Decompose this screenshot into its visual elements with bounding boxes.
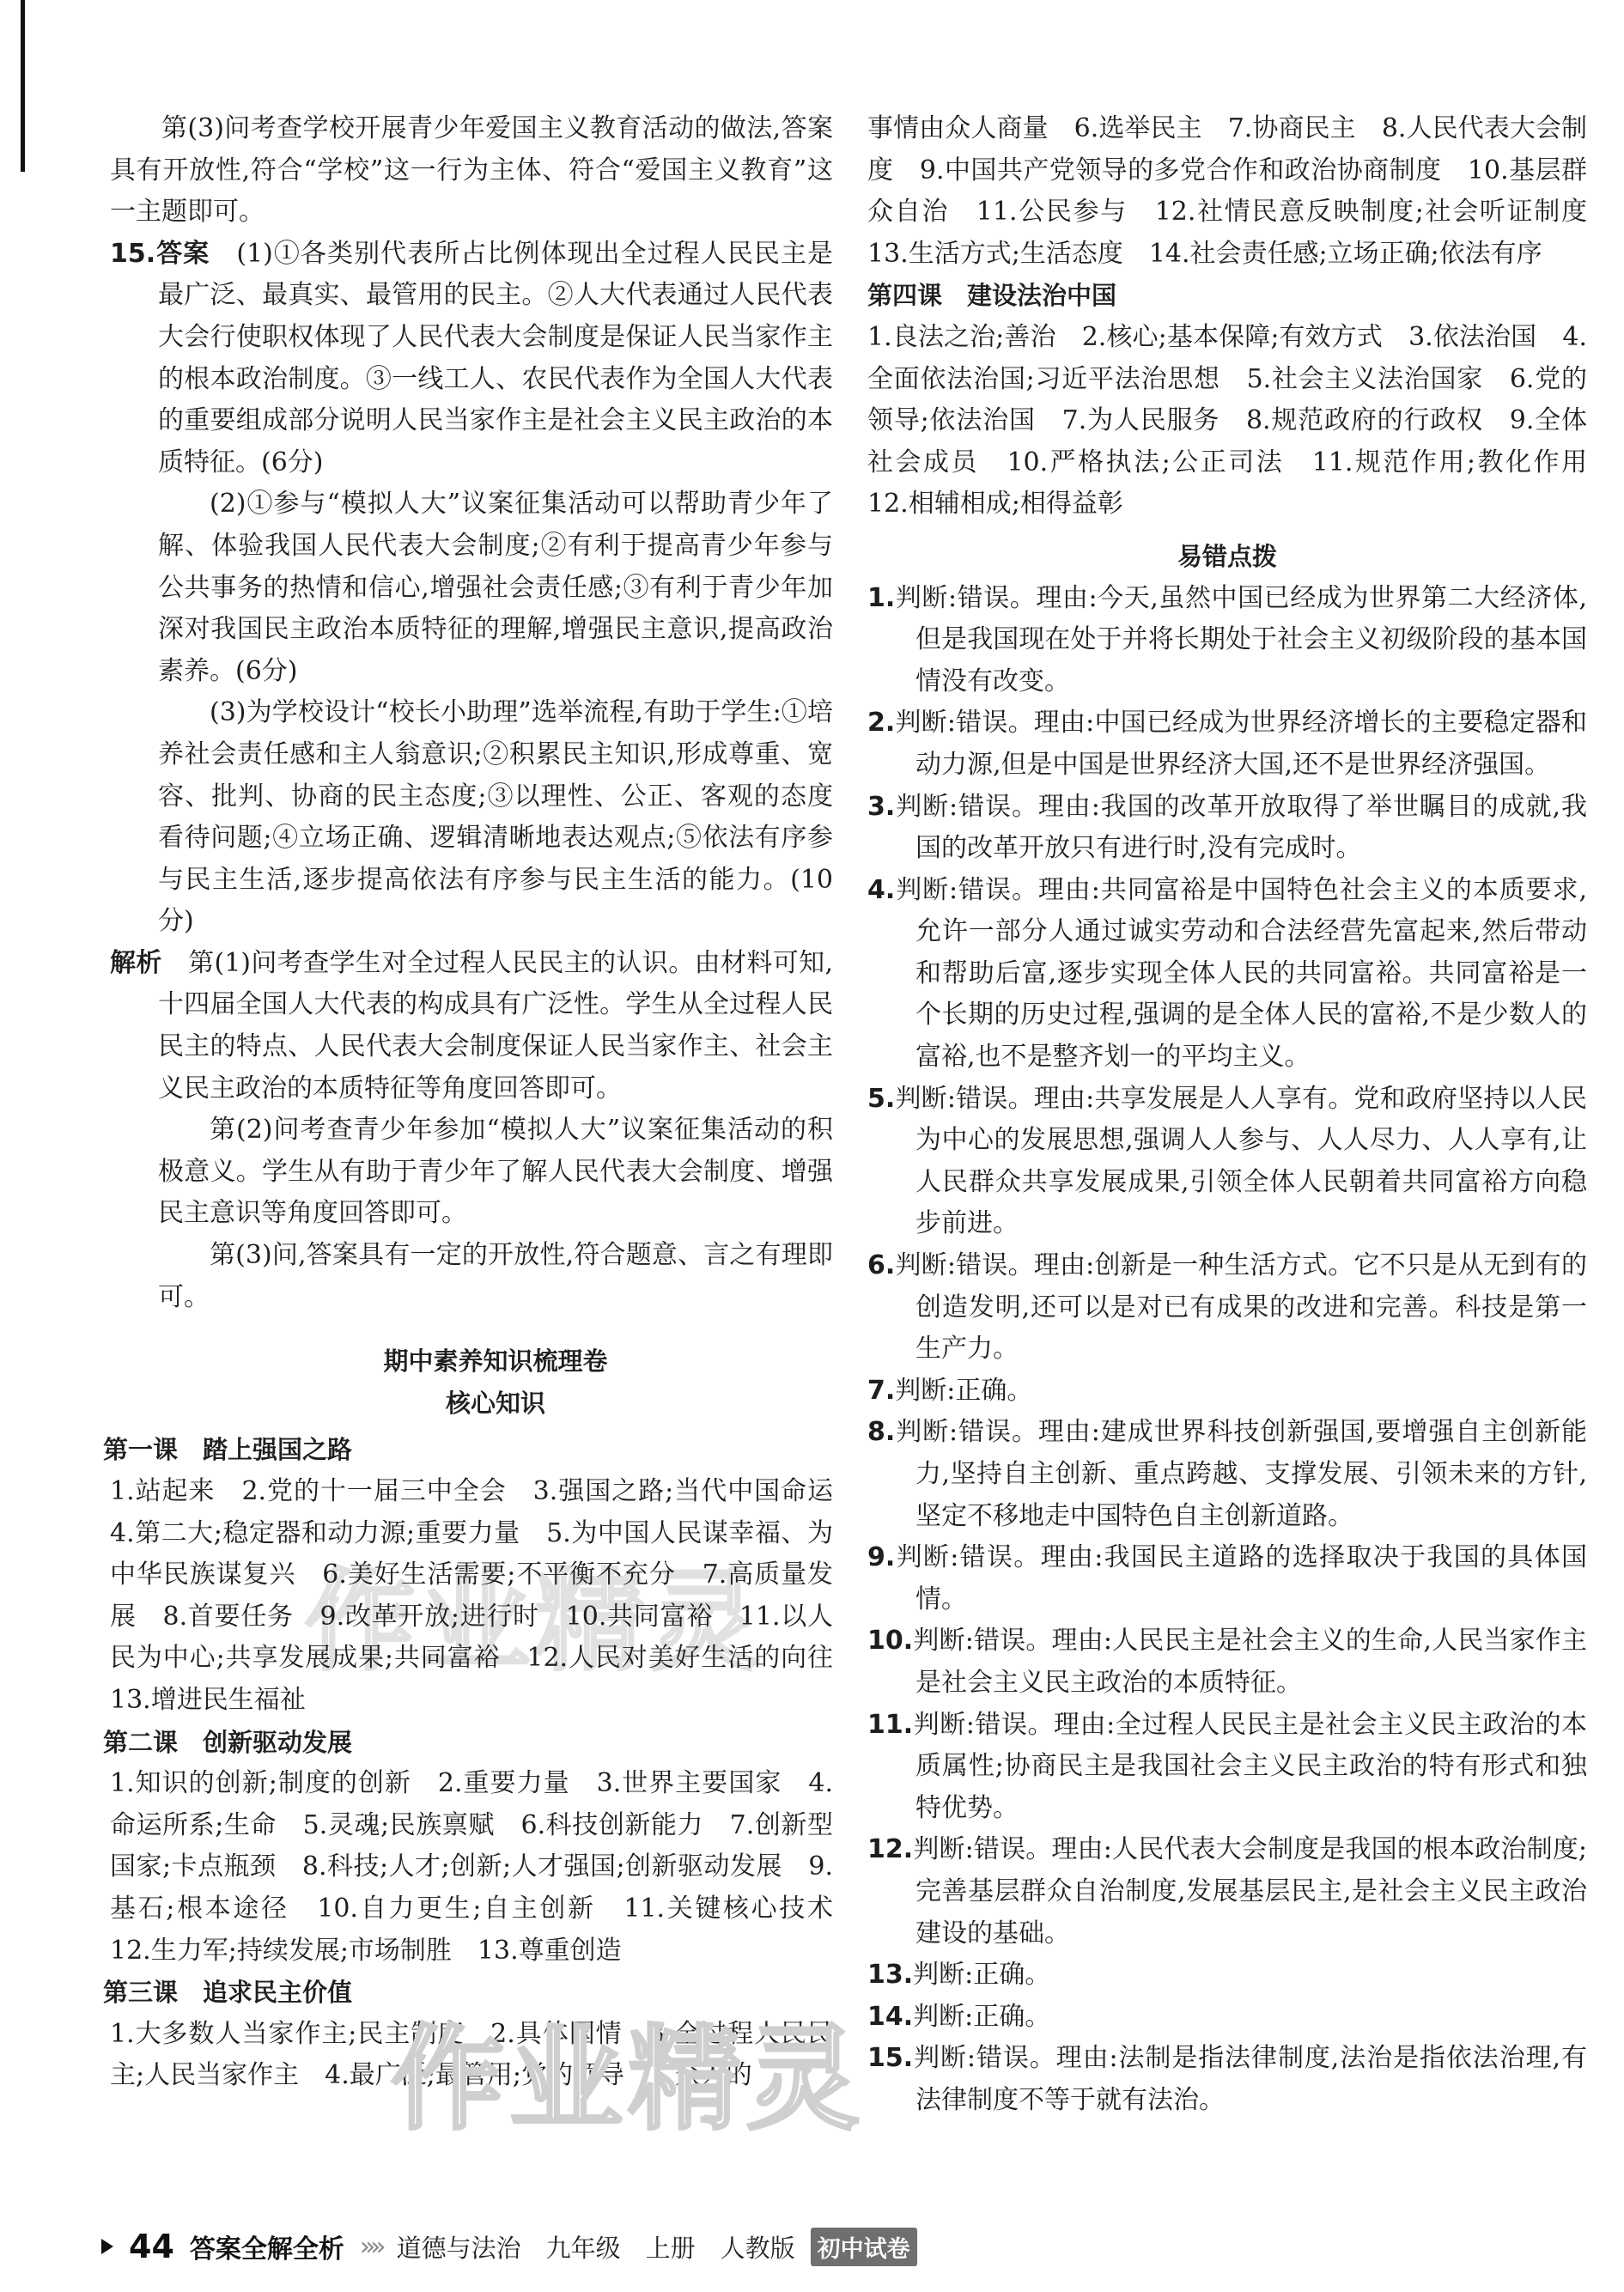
lesson2-text: 1.知识的创新;制度的创新 2.重要力量 3.世界主要国家 4.命运所系;生命 5.灵魂;民族禀赋 6.科技创新能力 7.创新型国家;卡点瓶颈 8.科技;人才;创新;人才强国;创新驱动发展 9.基石;根本途径 10.自力更生;自主创新 11.关键核心技术 12.生力军;持续发展;市场制胜 13.尊重创造 (110, 1768, 859, 1966)
top-left-rule (21, 0, 25, 172)
lesson4-title: 第四课 建设法治中国 (867, 281, 1117, 311)
chevron-right-icon: »» (359, 2231, 381, 2262)
lesson3-text: 1.大多数人当家作主;民主制度 2.具体国情 3.全过程人民民主;人民当家作主 4.最广泛;最管用;党的领导 5.众人的 (110, 2018, 833, 2091)
yicuo-item-12: 12.判断:错误。理由:人民代表大会制度是我国的根本政治制度;完善基层群众自治制度,发展基层民主,是社会主义民主政治建设的基础。 (867, 1834, 1587, 1949)
yicuo-item-2: 2.判断:错误。理由:中国已经成为世界经济增长的主要稳定器和动力源,但是中国是世界经济大国,还不是世界经济强国。 (867, 708, 1587, 780)
section-subtitle: 核心知识 (445, 1388, 545, 1418)
lesson4-text: 1.良法之治;善治 2.核心;基本保障;有效方式 3.依法治国 4.全面依法治国;习近平法治思想 5.社会主义法治国家 6.党的领导;依法治国 7.为人民服务 8.规范政府的行政权 9.全体社会成员 10.严格执法;公正司法 11.规范作用;教化作用 12.相辅相成;相得益彰 (867, 321, 1613, 520)
lesson1-title: 第一课 踏上强国之路 (103, 1435, 353, 1465)
q15-analysis-part2: 第(2)问考查青少年参加“模拟人大”议案征集活动的积极意义。学生从有助于青少年了解人民代表大会制度、增强民主意识等角度回答即可。 (158, 1115, 833, 1229)
lesson2-title: 第二课 创新驱动发展 (103, 1727, 353, 1757)
lesson1-text: 1.站起来 2.党的十一届三中全会 3.强国之路;当代中国命运 4.第二大;稳定器和动力源;重要力量 5.为中国人民谋幸福、为中华民族谋复兴 6.美好生活需要;不平衡不充分 7.高质量发展 8.首要任务 9.改革开放;进行时 10.共同富裕 11.以人民为中心;共享发展成果;共同富裕 12.人民对美好生活的向往 13.增进民生福祉 (110, 1476, 859, 1715)
yicuo-item-1: 1.判断:错误。理由:今天,虽然中国已经成为世界第二大经济体,但是我国现在处于并将长期处于社会主义初级阶段的基本国情没有改变。 (867, 582, 1587, 696)
lesson3-title: 第三课 追求民主价值 (103, 1978, 353, 2008)
yicuo-item-6: 6.判断:错误。理由:创新是一种生活方式。它不只是从无到有的创造发明,还可以是对已有成果的改进和完善。科技是第一生产力。 (867, 1250, 1587, 1365)
publication-name: 答案全解全析 (189, 2234, 344, 2265)
subject-info: 道德与法治 九年级 上册 人教版 (396, 2233, 795, 2263)
q15-answer-part2: (2)①参与“模拟人大”议案征集活动可以帮助青少年了解、体验我国人民代表大会制度;②有利于提高青少年参与公共事务的热情和信心,增强社会责任感;③有利于青少年加深对我国民主政治本质特征的理解,增强民主意识,提高政治素养。(6分) (158, 489, 833, 686)
page-footer (101, 2220, 917, 2273)
yicuo-title: 易错点拨 (1177, 541, 1277, 571)
lesson3-text-continued: 事情由众人商量 6.选举民主 7.协商民主 8.人民代表大会制度 9.中国共产党领导的多党合作和政治协商制度 10.基层群众自治 11.公民参与 12.社情民意反映制度;社会听证制度 13.生活方式;生活态度 14.社会责任感;立场正确;依法有序 (867, 113, 1613, 269)
yicuo-item-15: 15.判断:错误。理由:法制是指法律制度,法治是指依法治理,有法律制度不等于就有法治。 (867, 2043, 1587, 2115)
yicuo-item-9: 9.判断:错误。理由:我国民主道路的选择取决于我国的具体国情。 (867, 1542, 1587, 1614)
q15-answer: 15.答案 (1)①各类别代表所占比例体现出全过程人民民主是最广泛、最真实、最管用的民主。②人大代表通过人民代表大会行使职权体现了人民代表大会制度是保证人民当家作主的根本政治制度。③一线工人、农民代表作为全国人大代表的重要组成部分说明人民当家作主是社会主义民主政治的本质特征。(6分) (110, 238, 833, 477)
triangle-icon (101, 2239, 113, 2254)
left-column (103, 0, 859, 2097)
yicuo-item-5: 5.判断:错误。理由:共享发展是人人享有。党和政府坚持以人民为中心的发展思想,强调人人参与、人人尽力、人人享有,让人民群众共享发展成果,引领全体人民朝着共同富裕方向稳步前进。 (867, 1083, 1587, 1239)
q15-analysis-part3: 第(3)问,答案具有一定的开放性,符合题意、言之有理即可。 (158, 1240, 833, 1312)
yicuo-item-8: 8.判断:错误。理由:建成世界科技创新强国,要增强自主创新能力,坚持自主创新、重点跨越、支撑发展、引领未来的方针,坚定不移地走中国特色自主创新道路。 (867, 1417, 1587, 1531)
series-tag: 初中试卷 (811, 2228, 917, 2266)
q14-analysis-part3: 第(3)问考查学校开展青少年爱国主义教育活动的做法,答案具有开放性,符合“学校”这一行为主体、符合“爱国主义教育”这一主题即可。 (110, 113, 833, 228)
right-column (867, 0, 1613, 2122)
yicuo-item-10: 10.判断:错误。理由:人民民主是社会主义的生命,人民当家作主是社会主义民主政治的本质特征。 (867, 1626, 1587, 1698)
yicuo-item-3: 3.判断:错误。理由:我国的改革开放取得了举世瞩目的成就,我国的改革开放只有进行时,没有完成时。 (867, 791, 1587, 864)
yicuo-item-4: 4.判断:错误。理由:共同富裕是中国特色社会主义的本质要求,允许一部分人通过诚实劳动和合法经营先富起来,然后带动和帮助后富,逐步实现全体人民的共同富裕。共同富裕是一个长期的历史过程,强调的是全体人民的富裕,不是少数人的富裕,也不是整齐划一的平均主义。 (867, 874, 1587, 1073)
yicuo-item-14: 14.判断:正确。 (867, 2001, 1051, 2032)
page-number: 44 (129, 2228, 174, 2265)
yicuo-item-7: 7.判断:正确。 (867, 1375, 1033, 1406)
q15-answer-part3: (3)为学校设计“校长小助理”选举流程,有助于学生:①培养社会责任感和主人翁意识;②积累民主知识,形成尊重、宽容、批判、协商的民主态度;③以理性、公正、客观的态度看待问题;④立场正确、逻辑清晰地表达观点;⑤依法有序参与民主生活,逐步提高依法有序参与民主生活的能力。(10分) (158, 697, 833, 937)
section-title: 期中素养知识梳理卷 (383, 1347, 608, 1377)
watermark-lower: 作 业 精 灵 (391, 2014, 860, 2146)
yicuo-item-11: 11.判断:错误。理由:全过程人民民主是社会主义民主政治的本质属性;协商民主是我国社会主义民主政治的特有形式和独特优势。 (867, 1709, 1587, 1823)
watermark-upper: 作 业 精 灵 (305, 1558, 761, 1686)
yicuo-item-13: 13.判断:正确。 (867, 1960, 1051, 1991)
q15-analysis: 解析 第(1)问考查学生对全过程人民民主的认识。由材料可知,十四届全国人大代表的构成具有广泛性。学生从全过程人民民主的特点、人民代表大会制度保证人民当家作主、社会主义民主政治的本质特征等角度回答即可。 (110, 947, 834, 1103)
